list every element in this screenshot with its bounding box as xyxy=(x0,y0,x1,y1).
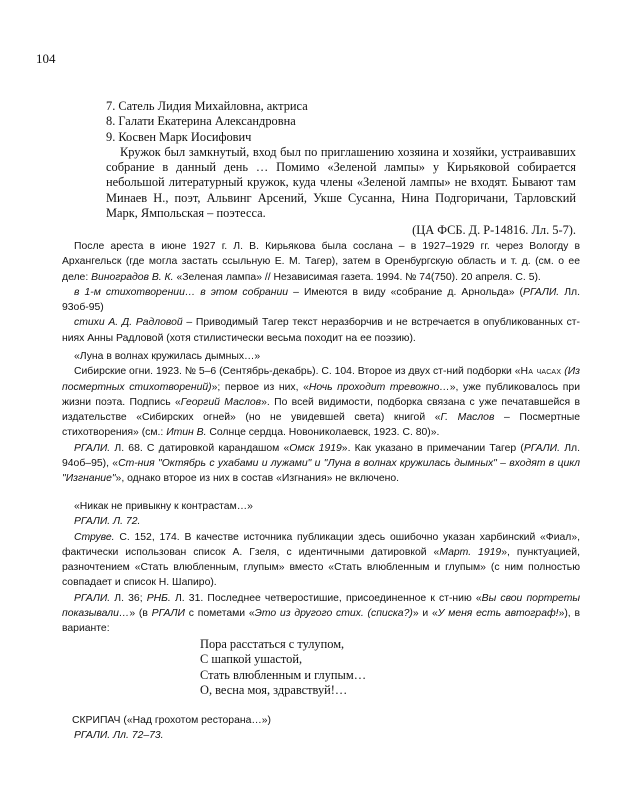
verse-line: О, весна моя, здравствуй!… xyxy=(200,682,348,697)
section-kontrasty xyxy=(62,499,580,637)
section-skripach xyxy=(62,713,580,744)
note-paragraph: Сибирские огни. 1923. № 5–6 (Сентябрь-декабрь). С. 104. Второе из двух ст-ний подборки «На часах (Из посмертных стихотворений)»; первое из них, «Ночь проходит тревожно…», уже публиковалось при жизни поэта. Подпись «Георгий Маслов». По всей видимости, подборка связана с уже печатавшейся в издательстве «Сибирских огней» (но не увидевшей света) книгой «Г. Маслов – Посмертные стихотворения» (см.: Итин В. Солнце сердца. Новониколаевск, 1923. С. 80)». xyxy=(62,366,581,439)
section-heading: СКРИПАЧ («Над грохотом ресторана…») xyxy=(72,715,272,726)
quote-list-item: 8. Галати Екатерина Александровна xyxy=(106,114,296,129)
quote-paragraph: Кружок был замкнутый, вход был по приглашению хозяина и хозяйки, устраивавших собрание в данный день … Помимо «Зеленой лампы» у Кирьяковой собирается небольшой литературный кружок, куда члены «Зеленой лампы» не входят. Бывают там Минаев Н., поэт, Альвинг Арсений, Укше Сусанна, Нина Подгоричани, Тарловский Марк, Ямпольская – поэтесса. xyxy=(106,144,576,221)
note-paragraph: РГАЛИ. Л. 68. С датировкой карандашом «Омск 1919». Как указано в примечании Тагер (РГАЛИ. Лл. 94об–95), «Ст-ния "Октябрь с ухабами и лужами" и "Луна в волнах кружилась дымных" – входят в цикл "Изгнание"», однако второе из них в состав «Изгнания» не включено. xyxy=(62,442,581,485)
quote-list-item: 9. Косвен Марк Иосифович xyxy=(106,129,252,144)
notes-block-1 xyxy=(62,239,580,346)
note-paragraph: После ареста в июне 1927 г. Л. В. Кирьякова была сослана – в 1927–1929 гг. через Вологду в Архангельск (где могла застать ссыльную Е. М. Тагер), затем в Оренбургскую область и т. д. (см. о ее деле: Виноградов В. К. «Зеленая лампа» // Независимая газета. 1994. № 74(750). 20 апреля. С. 5). xyxy=(62,241,580,283)
section-heading: «Никак не привыкну к контрастам…» xyxy=(74,501,253,512)
note-paragraph: РГАЛИ. Лл. 72–73. xyxy=(74,730,164,742)
note-paragraph: РГАЛИ. Л. 72. xyxy=(74,516,141,528)
verse-line: Пора расстаться с тулупом, xyxy=(200,637,345,651)
verse-line: Стать влюбленным и глупым… xyxy=(200,667,367,682)
note-paragraph: Струве. С. 152, 174. В качестве источника публикации здесь ошибочно указан харбинский «Фиал», фактически использован список А. Гзеля, с идентичными датировкой «Март. 1919», пунктуацией, разночтением «Стать влюбленным, глупым» вместо «Стать влюбленным и глупым» (с ним полностью совпадает и список Н. Шапиро). xyxy=(62,531,581,589)
archival-quote xyxy=(106,99,576,239)
note-paragraph: РГАЛИ. Л. 36; РНБ. Л. 31. Последнее четверостишие, присоединенное к ст-нию «Вы свои портреты показывали…» (в РГАЛИ с пометами «Это из другого стих. (списка?)» и «У меня есть автограф!»), в варианте: xyxy=(62,592,581,635)
verse-quote xyxy=(200,637,366,698)
section-luna xyxy=(62,349,580,487)
note-paragraph: стихи А. Д. Радловой – Приводимый Тагер текст неразборчив и не встречается в опубликованных ст-ниях Анны Радловой (хотя стилистически весьма походит на ее поэзию). xyxy=(62,317,580,344)
quote-list-item: 7. Сатель Лидия Михайловна, актриса xyxy=(106,99,308,113)
note-paragraph: в 1-м стихотворении… в этом собрании – Имеются в виду «собрание д. Арнольда» (РГАЛИ. Лл. 93об-95) xyxy=(62,286,581,314)
verse-line: С шапкой ушастой, xyxy=(200,652,303,667)
quote-source: (ЦА ФСБ. Д. Р-14816. Лл. 5-7). xyxy=(412,223,576,238)
section-heading: «Луна в волнах кружилась дымных…» xyxy=(74,351,261,362)
page-number: 104 xyxy=(36,51,56,66)
